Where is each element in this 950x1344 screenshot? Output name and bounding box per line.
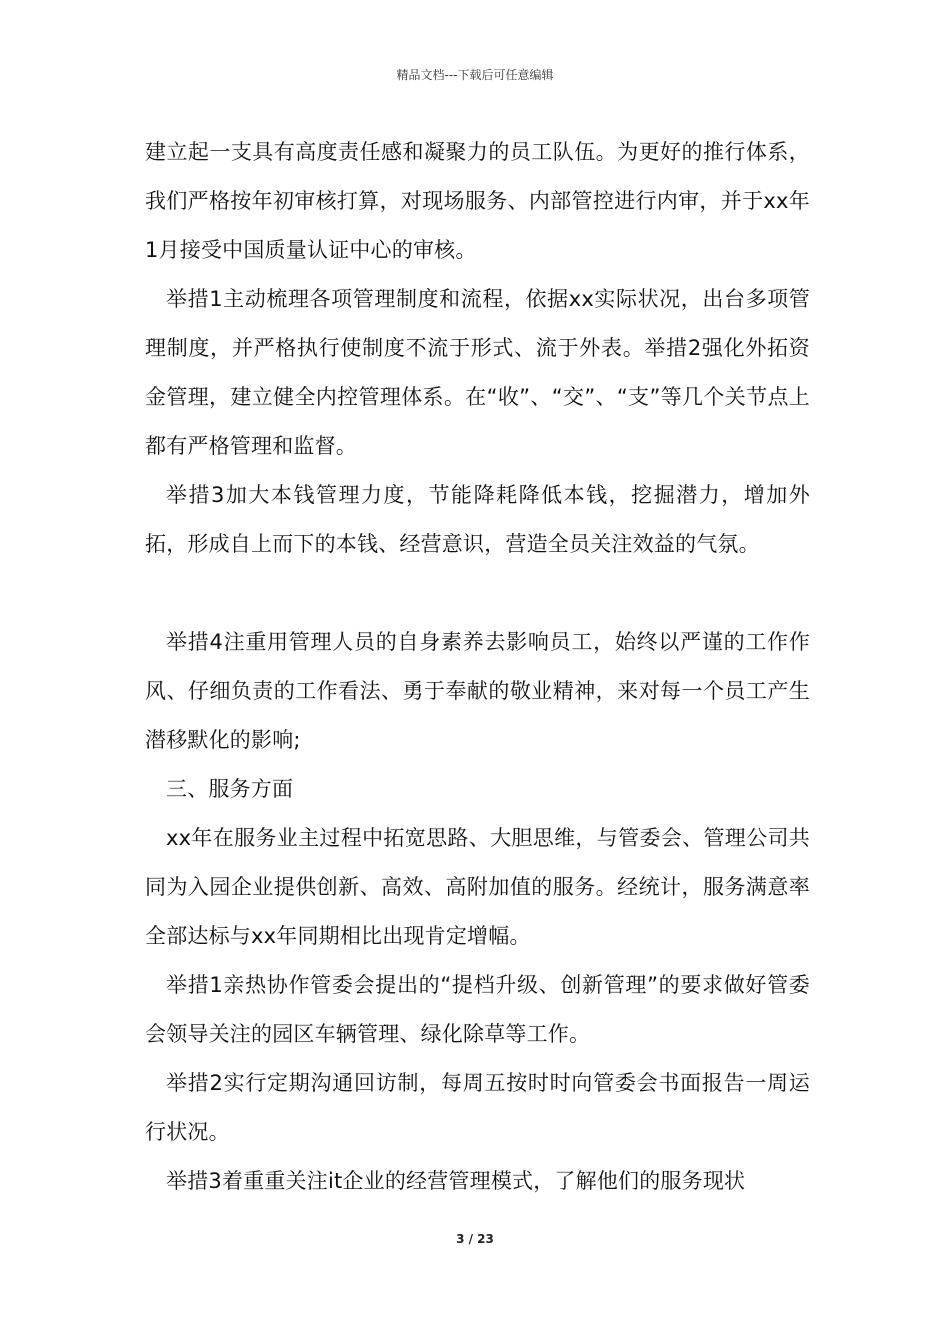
paragraph-gap xyxy=(145,569,810,618)
section-heading-service: 三、服务方面 xyxy=(166,777,294,801)
paragraph-2: 举措1主动梳理各项管理制度和流程，依据xx实际状况，出台多项管理制度，并严格执行使制度不流于形式、流于外表。举措2强化外拓资金管理，建立健全内控管理体系。在“收”、“交”、“支”等几个关节点上都有严格管理和监督。 xyxy=(145,287,810,458)
page-header: 精品文档---下载后可任意编辑 xyxy=(396,68,554,82)
paragraph-7: 举措2实行定期沟通回访制，每周五按时时向管委会书面报告一周运行状况。 xyxy=(145,1071,810,1144)
paragraph-3: 举措3加大本钱管理力度，节能降耗降低本钱，挖掘潜力，增加外拓，形成自上而下的本钱、经营意识，营造全员关注效益的气氛。 xyxy=(145,483,810,556)
paragraph-6: 举措1亲热协作管委会提出的“提档升级、创新管理”的要求做好管委会领导关注的园区车辆管理、绿化除草等工作。 xyxy=(145,973,810,1046)
paragraph-5: xx年在服务业主过程中拓宽思路、大胆思维，与管委会、管理公司共同为入园企业提供创新、高效、高附加值的服务。经统计，服务满意率全部达标与xx年同期相比出现肯定增幅。 xyxy=(145,826,810,948)
page-number: 3 / 23 xyxy=(456,1232,494,1246)
paragraph-1: 建立起一支具有高度责任感和凝聚力的员工队伍。为更好的推行体系，我们严格按年初审核打算，对现场服务、内部管控进行内审，并于xx年1月接受中国质量认证中心的审核。 xyxy=(145,140,810,262)
paragraph-4: 举措4注重用管理人员的自身素养去影响员工，始终以严谨的工作作风、仔细负责的工作看法、勇于奉献的敬业精神，来对每一个员工产生潜移默化的影响; xyxy=(145,630,810,752)
paragraph-8: 举措3着重重关注it企业的经营管理模式，了解他们的服务现状 xyxy=(166,1169,746,1193)
document-body xyxy=(145,128,810,1206)
